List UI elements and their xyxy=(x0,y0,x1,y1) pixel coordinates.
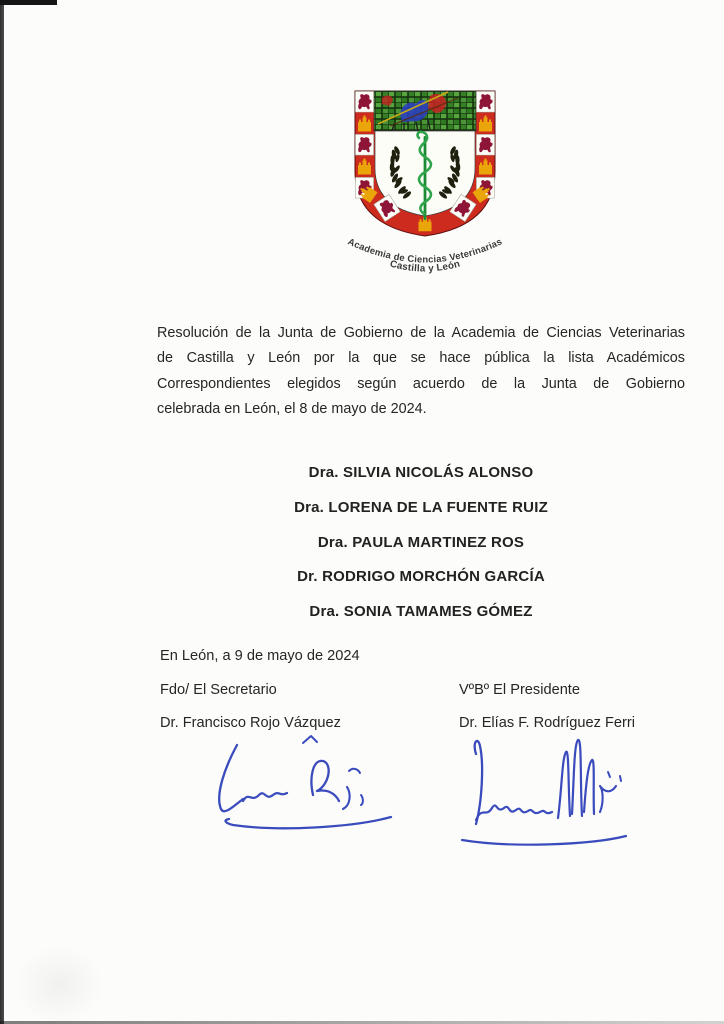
scan-artifact-top-corner xyxy=(0,0,57,5)
resolution-line: celebrada en León, el 8 de mayo de 2024. xyxy=(157,401,427,418)
appointee-name: Dra. SONIA TAMAMES GÓMEZ xyxy=(309,603,533,621)
lion-tile xyxy=(355,91,373,112)
appointee-name: Dra. PAULA MARTINEZ ROS xyxy=(317,533,525,551)
secretary-label: Fdo/ El Secretario xyxy=(160,682,277,698)
signature-stroke xyxy=(243,793,287,801)
stained-glass-panel xyxy=(374,91,476,131)
appointee-list xyxy=(157,456,685,630)
president-signature xyxy=(440,728,645,853)
signature-stroke xyxy=(608,772,610,777)
coat-of-arms xyxy=(330,86,520,291)
crest-caption-academia: Academia de Ciencias Veterinarias xyxy=(346,235,504,265)
svg-text:Academia de Ciencias Veterinar xyxy=(346,235,503,264)
signature-stroke xyxy=(620,776,621,781)
resolution-line: Resolución de la Junta de Gobierno de la Academia de Ciencias Veterinarias xyxy=(157,325,685,341)
signature-stroke xyxy=(343,787,350,809)
lion-tile xyxy=(476,91,494,112)
secretary-signature xyxy=(185,733,415,848)
signature-stroke xyxy=(572,740,582,816)
signature-stroke xyxy=(226,817,391,828)
lion-tile xyxy=(476,134,494,155)
resolution-line: Correspondientes elegidos según acuerdo de la Junta de Gobierno xyxy=(157,375,685,392)
signature-stroke xyxy=(311,761,339,801)
crest-caption-region: Castilla y León xyxy=(388,258,462,275)
signature-stroke xyxy=(462,836,626,845)
signature-stroke xyxy=(361,795,363,805)
appointee-name: Dra. LORENA DE LA FUENTE RUIZ xyxy=(294,498,548,516)
president-label: VºBº El Presidente xyxy=(459,682,580,698)
lion-tile xyxy=(355,134,373,155)
signature-stroke xyxy=(600,786,616,812)
resolution-line: de Castilla y León por la que se hace pública la lista Académicos xyxy=(157,350,685,367)
secretary-name: Dr. Francisco Rojo Vázquez xyxy=(160,715,341,731)
president-name: Dr. Elías F. Rodríguez Ferri xyxy=(459,715,635,731)
signature-stroke xyxy=(475,741,482,824)
signature-stroke xyxy=(558,752,570,818)
signature-stroke xyxy=(219,745,243,811)
signature-stroke xyxy=(584,760,594,814)
signature-stroke xyxy=(303,736,317,743)
place-date: En León, a 9 de mayo de 2024 xyxy=(160,648,360,664)
asclepius-staff xyxy=(424,136,427,220)
resolution-paragraph xyxy=(157,321,685,423)
signature-stroke xyxy=(349,769,360,773)
appointee-name: Dr. RODRIGO MORCHÓN GARCÍA xyxy=(297,568,545,586)
scan-artifact-left-edge xyxy=(0,0,4,1024)
signature-stroke xyxy=(476,805,552,820)
appointee-name: Dra. SILVIA NICOLÁS ALONSO xyxy=(308,464,534,481)
scan-smudge xyxy=(14,945,104,1024)
